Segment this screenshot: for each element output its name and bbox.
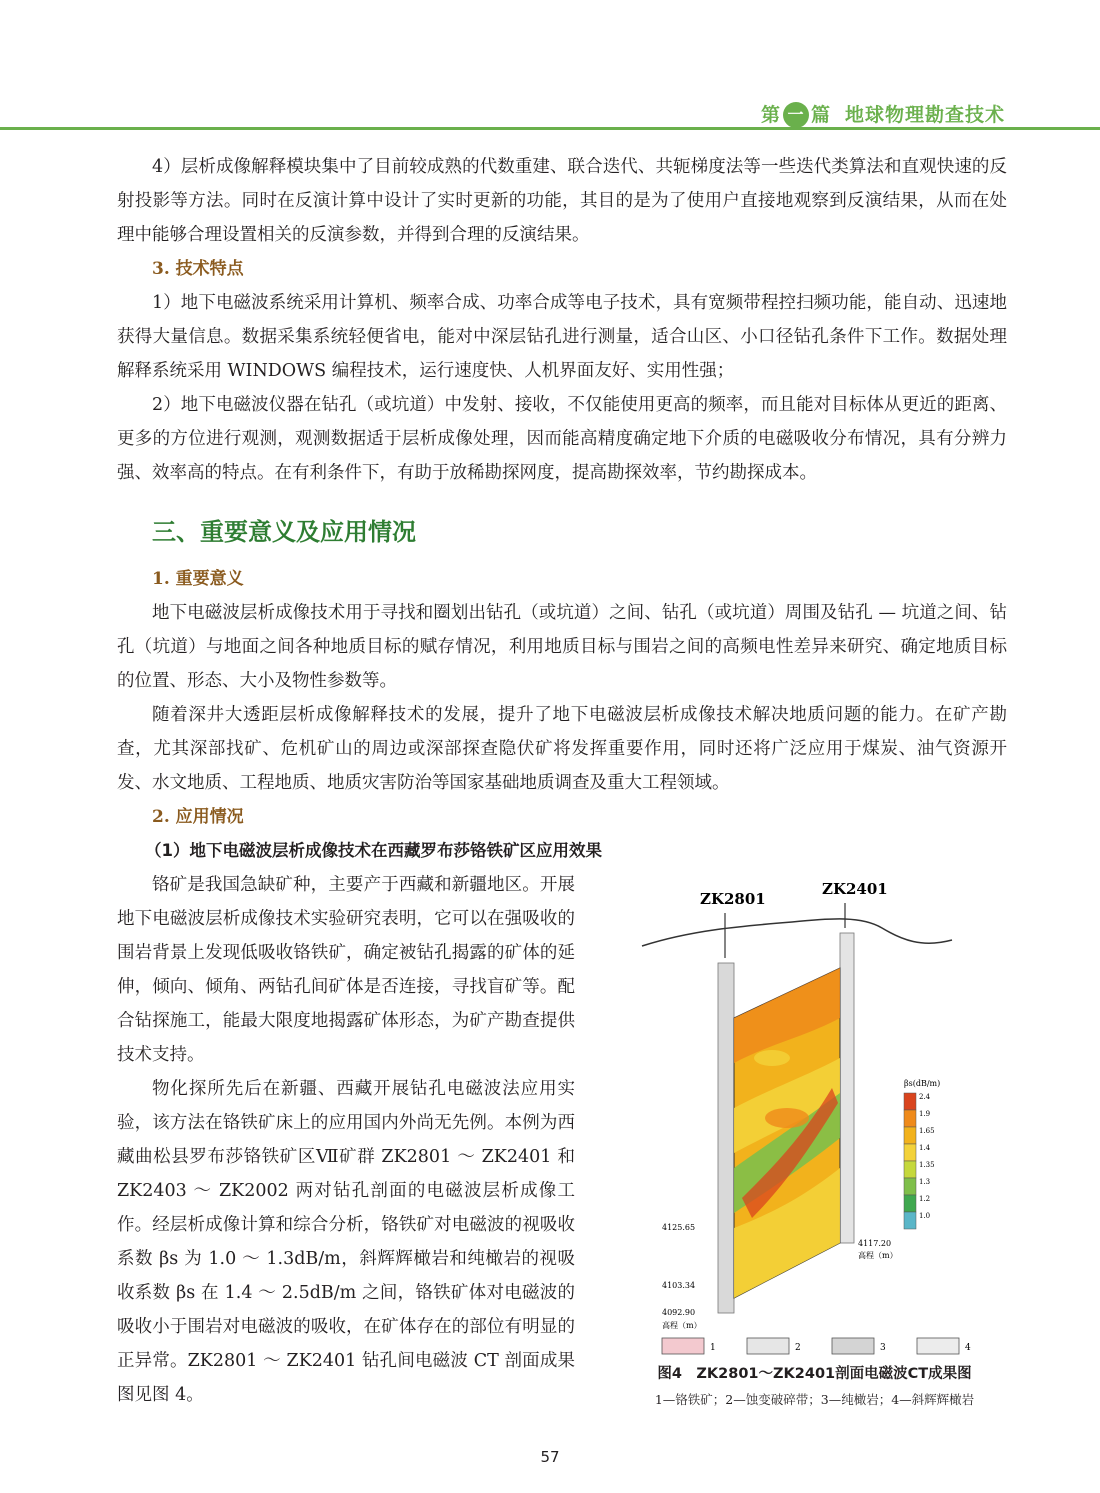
case-heading: （1）地下电磁波层析成像技术在西藏罗布莎铬铁矿区应用效果	[145, 841, 602, 860]
legend-value: 1.2	[919, 1195, 931, 1203]
lithology-swatch	[917, 1338, 959, 1354]
depth-left-mid: 4103.34	[662, 1281, 696, 1290]
legend-title: βs(dB/m)	[904, 1079, 941, 1088]
paragraph-case-2: 物化探所先后在新疆、西藏开展钻孔电磁波法应用实验，该方法在铬铁矿床上的应用国内外尚无先例。本例为西藏曲松县罗布莎铬铁矿区Ⅶ矿群 ZK2801 ～ ZK2401 和 ZK2403 ～ ZK2002 两对钻孔剖面的电磁波层析成像工作。经层析成像计算和综合分析，铬铁矿对电磁波的视吸收系数 βs 为 1.0 ～ 1.3dB/m，斜辉辉橄岩和纯橄岩的视吸收系数 βs 在 1.4 ～ 2.5dB/m 之间，铬铁矿体对电磁波的吸收小于围岩对电磁波的吸收，在矿体存在的部位有明显的正异常。ZK2801 ～ ZK2401 钻孔间电磁波 CT 剖面成果图见图 4。	[117, 1079, 575, 1405]
legend-swatch	[904, 1178, 916, 1195]
absorption-legend	[904, 1093, 935, 1229]
legend-swatch	[904, 1127, 916, 1144]
well-label-right: ZK2401	[822, 880, 888, 898]
chapter-prefix: 第	[760, 104, 781, 126]
anomaly-patch-1	[765, 1108, 809, 1128]
lithology-swatch	[662, 1338, 704, 1354]
anomaly-patch-2	[754, 1050, 790, 1066]
paragraph-significance-2: 随着深井大透距层析成像解释技术的发展，提升了地下电磁波层析成像技术解决地质问题的能力。在矿产勘查，尤其深部找矿、危机矿山的周边或深部探查隐伏矿将发挥重要作用，同时还将广泛应用于煤炭、油气资源开发、水文地质、工程地质、地质灾害防治等国家基础地质调查及重大工程领域。	[117, 705, 1007, 793]
lithology-label: 4	[965, 1343, 971, 1353]
figure-ct-profile	[622, 868, 1007, 1428]
subheading-tech-features: 3. 技术特点	[152, 259, 244, 279]
figure-note: 1—铬铁矿；2—蚀变破碎带；3—纯橄岩；4—斜辉辉橄岩	[654, 1392, 975, 1407]
paragraph-feature-2: 2）地下电磁波仪器在钻孔（或坑道）中发射、接收，不仅能使用更高的频率，而且能对目标体从更近的距离、更多的方位进行观测，观测数据适于层析成像处理，因而能高精度确定地下介质的电磁吸收分布情况，具有分辨力强、效率高的特点。在有利条件下，有助于放稀勘探网度，提高勘探效率，节约勘探成本。	[117, 395, 1007, 483]
figure-caption: 图4 ZK2801～ZK2401剖面电磁波CT成果图	[657, 1366, 972, 1382]
legend-swatch	[904, 1144, 916, 1161]
legend-swatch	[904, 1110, 916, 1127]
legend-value: 1.65	[919, 1127, 935, 1135]
legend-swatch	[904, 1212, 916, 1229]
legend-value: 1.35	[919, 1161, 935, 1169]
legend-value: 2.4	[919, 1093, 931, 1101]
case-text-column	[117, 868, 575, 1412]
legend-value: 1.0	[919, 1212, 931, 1220]
paragraph-feature-1: 1）地下电磁波系统采用计算机、频率合成、功率合成等电子技术，具有宽频带程控扫频功能，能自动、迅速地获得大量信息。数据采集系统轻便省电，能对中深层钻孔进行测量，适合山区、小口径钻孔条件下工作。数据处理解释系统采用 WINDOWS 编程技术，运行速度快、人机界面友好、实用性强；	[117, 293, 1007, 381]
depth-left-top: 4125.65	[662, 1223, 696, 1232]
elev-label-left: 高程（m）	[662, 1321, 702, 1330]
depth-right: 4117.20	[858, 1239, 892, 1248]
paragraph-case-1: 铬矿是我国急缺矿种，主要产于西藏和新疆地区。开展地下电磁波层析成像技术实验研究表明，它可以在强吸收的围岩背景上发现低吸收铬铁矿，确定被钻孔揭露的矿体的延伸，倾向、倾角、两钻孔间矿体是否连接，寻找盲矿等。配合钻探施工，能最大限度地揭露矿体形态，为矿产勘查提供技术支持。	[117, 875, 575, 1065]
lithology-swatch	[747, 1338, 789, 1354]
legend-value: 1.4	[919, 1144, 931, 1152]
subheading-application: 2. 应用情况	[152, 807, 244, 827]
well-label-left: ZK2801	[700, 890, 766, 908]
lithology-swatch	[832, 1338, 874, 1354]
page-header	[0, 0, 1100, 130]
lithology-label: 2	[795, 1343, 801, 1353]
chapter-suffix: 篇	[810, 104, 831, 126]
subheading-significance: 1. 重要意义	[152, 569, 244, 589]
page-number: 57	[540, 1448, 560, 1466]
legend-swatch	[904, 1093, 916, 1110]
terrain-line	[642, 919, 952, 946]
lithology-label: 1	[710, 1343, 716, 1353]
lithology-legend	[662, 1338, 971, 1354]
legend-swatch	[904, 1195, 916, 1212]
header-rule	[0, 127, 1100, 130]
legend-swatch	[904, 1161, 916, 1178]
legend-value: 1.3	[919, 1178, 931, 1186]
borehole-left	[718, 963, 734, 1313]
paragraph-module-4: 4）层析成像解释模块集中了目前较成熟的代数重建、联合迭代、共轭梯度法等一些迭代类算法和直观快速的反射投影等方法。同时在反演计算中设计了实时更新的功能，其目的是为了使用户直接地观察到反演结果，从而在处理中能够合理设置相关的反演参数，并得到合理的反演结果。	[117, 157, 1007, 245]
chapter-heading	[761, 100, 1005, 129]
ct-profile-diagram	[622, 868, 1007, 1358]
case-study-block	[117, 868, 1007, 1428]
section-heading: 三、重要意义及应用情况	[152, 518, 416, 546]
page-content	[117, 150, 1007, 1428]
depth-left-bottom: 4092.90	[662, 1308, 696, 1317]
elev-label-right: 高程（m）	[858, 1251, 898, 1260]
chapter-title: 地球物理勘查技术	[844, 104, 1005, 126]
chapter-number-badge: 一	[783, 102, 809, 128]
paragraph-significance-1: 地下电磁波层析成像技术用于寻找和圈划出钻孔（或坑道）之间、钻孔（或坑道）周围及钻孔 — 坑道之间、钻孔（坑道）与地面之间各种地质目标的赋存情况，利用地质目标与围岩之间的高频电性差异来研究、确定地质目标的位置、形态、大小及物性参数等。	[117, 603, 1007, 691]
legend-value: 1.9	[919, 1110, 931, 1118]
borehole-right	[840, 933, 854, 1243]
lithology-label: 3	[880, 1343, 886, 1353]
